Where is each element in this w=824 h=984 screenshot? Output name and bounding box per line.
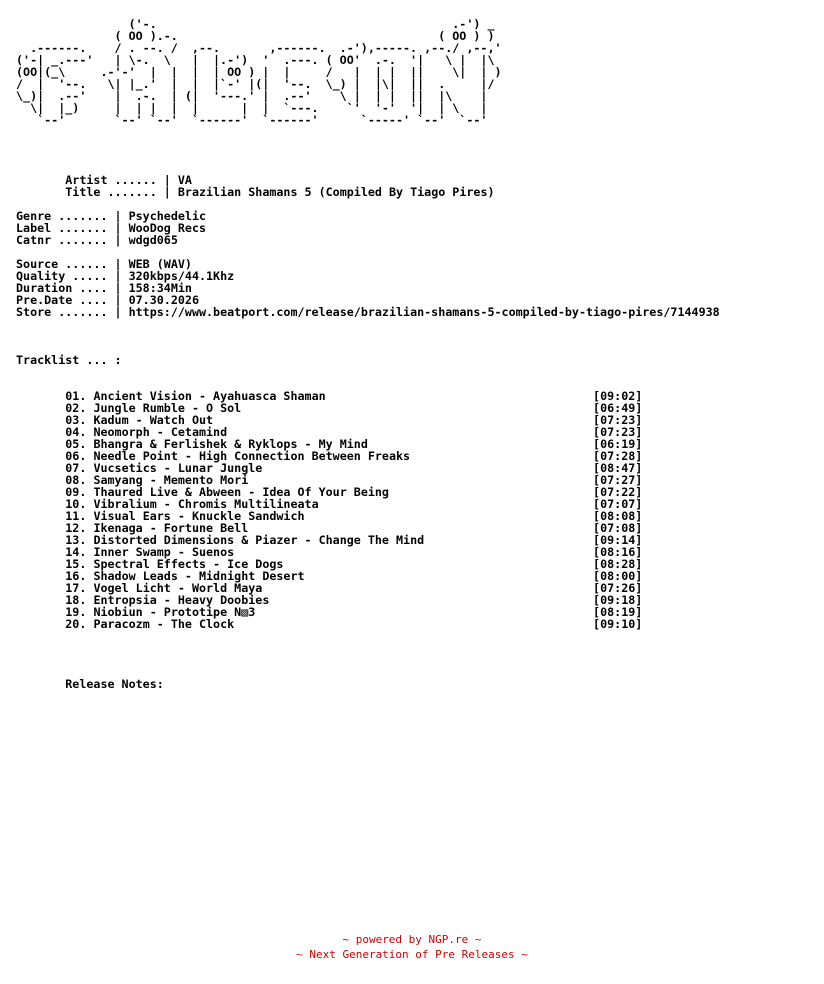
track-title: Samyang - Memento Mori xyxy=(93,473,249,487)
track-number: 13. xyxy=(65,533,87,547)
footer-powered-by: ~ powered by NGP.re ~ xyxy=(342,933,482,946)
footer-tagline: ~ Next Generation of Pre Releases ~ xyxy=(296,948,528,961)
track-title: Niobiun - Prototipe N▧3 xyxy=(93,605,256,619)
track-number: 05. xyxy=(65,437,87,451)
release-notes-heading: Release Notes: xyxy=(65,677,164,691)
track-duration: [08:16] xyxy=(593,545,643,559)
track-number: 17. xyxy=(65,581,87,595)
track-title: Visual Ears - Knuckle Sandwich xyxy=(93,509,305,523)
track-title: Bhangra & Ferlishek & Ryklops - My Mind xyxy=(93,437,368,451)
genre-value: Psychedelic xyxy=(128,209,207,223)
track-duration: [07:23] xyxy=(593,425,643,439)
artist-row: Artist ...... | VA xyxy=(65,173,192,187)
title-label: Title ....... xyxy=(65,185,157,199)
track-number: 19. xyxy=(65,605,87,619)
title-row: Title ....... | Brazilian Shamans 5 (Compiled By Tiago Pires) xyxy=(65,185,495,199)
track-number: 04. xyxy=(65,425,87,439)
store-value: https://www.beatport.com/release/brazilian-shamans-5-compiled-by-tiago-pires/7144938 xyxy=(128,305,720,319)
track-title: Inner Swamp - Suenos xyxy=(93,545,235,559)
track-number: 07. xyxy=(65,461,87,475)
store-label: Store ....... xyxy=(16,305,108,319)
track-number: 09. xyxy=(65,485,87,499)
track-number: 20. xyxy=(65,617,87,631)
track-number: 15. xyxy=(65,557,87,571)
quality-row: Quality ..... | 320kbps/44.1Khz xyxy=(16,269,235,283)
track-title: Jungle Rumble - O Sol xyxy=(93,401,242,415)
title-value: Brazilian Shamans 5 (Compiled By Tiago Pires) xyxy=(177,185,495,199)
duration-label: Duration .... xyxy=(16,281,108,295)
track-title: Ikenaga - Fortune Bell xyxy=(93,521,249,535)
track-row xyxy=(16,617,642,631)
source-row: Source ...... | WEB (WAV) xyxy=(16,257,192,271)
track-title: Vogel Licht - World Maya xyxy=(93,581,263,595)
track-number: 02. xyxy=(65,401,87,415)
track-duration: [07:08] xyxy=(593,521,643,535)
track-duration: [08:28] xyxy=(593,557,643,571)
track-title: Shadow Leads - Midnight Desert xyxy=(93,569,305,583)
track-number: 16. xyxy=(65,569,87,583)
label-value: WooDog Recs xyxy=(128,221,207,235)
track-duration: [07:26] xyxy=(593,581,643,595)
track-number: 06. xyxy=(65,449,87,463)
track-number: 14. xyxy=(65,545,87,559)
track-title: Vibralium - Chromis Multilineata xyxy=(93,497,319,511)
predate-row: Pre.Date .... | 07.30.2026 xyxy=(16,293,199,307)
track-duration: [07:28] xyxy=(593,449,643,463)
predate-value: 07.30.2026 xyxy=(128,293,199,307)
track-title: Needle Point - High Connection Between Freaks xyxy=(93,449,411,463)
track-number: 08. xyxy=(65,473,87,487)
artist-value: VA xyxy=(177,173,192,187)
catnr-label: Catnr ....... xyxy=(16,233,108,247)
track-number: 11. xyxy=(65,509,87,523)
genre-label: Genre ....... xyxy=(16,209,108,223)
track-duration: [07:27] xyxy=(593,473,643,487)
track-title: Entropsia - Heavy Doobies xyxy=(93,593,270,607)
catnr-value: wdgd065 xyxy=(128,233,178,247)
footer xyxy=(0,932,824,962)
track-number: 10. xyxy=(65,497,87,511)
track-duration: [09:14] xyxy=(593,533,643,547)
track-duration: [08:47] xyxy=(593,461,643,475)
predate-label: Pre.Date .... xyxy=(16,293,108,307)
track-duration: [06:49] xyxy=(593,401,643,415)
tracklist-heading-row xyxy=(16,353,122,367)
release-notes-row xyxy=(16,677,164,691)
genre-row: Genre ....... | Psychedelic xyxy=(16,209,207,223)
track-title: Spectral Effects - Ice Dogs xyxy=(93,557,284,571)
track-duration: [06:19] xyxy=(593,437,643,451)
track-duration: [08:08] xyxy=(593,509,643,523)
store-row: Store ....... | https://www.beatport.com/release/brazilian-shamans-5-compiled-by-tiago-pires/7144938 xyxy=(16,305,720,319)
source-label: Source ...... xyxy=(16,257,108,271)
tracklist-heading: Tracklist ... : xyxy=(16,353,122,367)
track-duration: [08:19] xyxy=(593,605,643,619)
track-duration: [09:18] xyxy=(593,593,643,607)
track-duration: [07:23] xyxy=(593,413,643,427)
track-number: 12. xyxy=(65,521,87,535)
track-title: Paracozm - The Clock xyxy=(93,617,235,631)
track-number: 01. xyxy=(65,389,87,403)
artist-label: Artist ...... xyxy=(65,173,157,187)
label-label: Label ....... xyxy=(16,221,108,235)
track-duration: [09:02] xyxy=(593,389,643,403)
track-title: Vucsetics - Lunar Jungle xyxy=(93,461,263,475)
duration-row: Duration .... | 158:34Min xyxy=(16,281,192,295)
track-title: Kadum - Watch Out xyxy=(93,413,214,427)
nfo-body xyxy=(16,18,720,690)
label-row: Label ....... | WooDog Recs xyxy=(16,221,207,235)
catnr-row: Catnr ....... | wdgd065 xyxy=(16,233,178,247)
track-duration: [09:10] xyxy=(593,617,643,631)
duration-value: 158:34Min xyxy=(128,281,192,295)
ascii-logo: ('-. .-') _ ( OO ).-. ( OO ) ) .------. / . --. / ,--. ,------. .-'),-----. ,--./ ,--,' ('-| _.---' | \-. \ | |.-') ' .---. ( OO' .-. '| \ | |\ (OO|(_\ .-'-' | | | | OO ) | | / | | | || \| | ) / | '--. \| |_.' | | |`-' |(| '--. \_) | |\| || . |/ \_)| .--' | .-. | (| '---.' | .--' \ | | | || |\ | \| |_) | | | | | | | `---. `' '-' '| | \ | `--' `--' `--' `------' `------' `-----' `--' `--' xyxy=(16,17,502,127)
track-title: Thaured Live & Abween - Idea Of Your Being xyxy=(93,485,389,499)
track-duration: [07:07] xyxy=(593,497,643,511)
track-duration: [07:22] xyxy=(593,485,643,499)
quality-label: Quality ..... xyxy=(16,269,108,283)
track-duration: [08:00] xyxy=(593,569,643,583)
track-number: 03. xyxy=(65,413,87,427)
track-title: Ancient Vision - Ayahuasca Shaman xyxy=(93,389,326,403)
track-number: 18. xyxy=(65,593,87,607)
quality-value: 320kbps/44.1Khz xyxy=(128,269,235,283)
track-title: Distorted Dimensions & Piazer - Change The Mind xyxy=(93,533,425,547)
source-value: WEB (WAV) xyxy=(128,257,192,271)
track-title: Neomorph - Cetamind xyxy=(93,425,228,439)
